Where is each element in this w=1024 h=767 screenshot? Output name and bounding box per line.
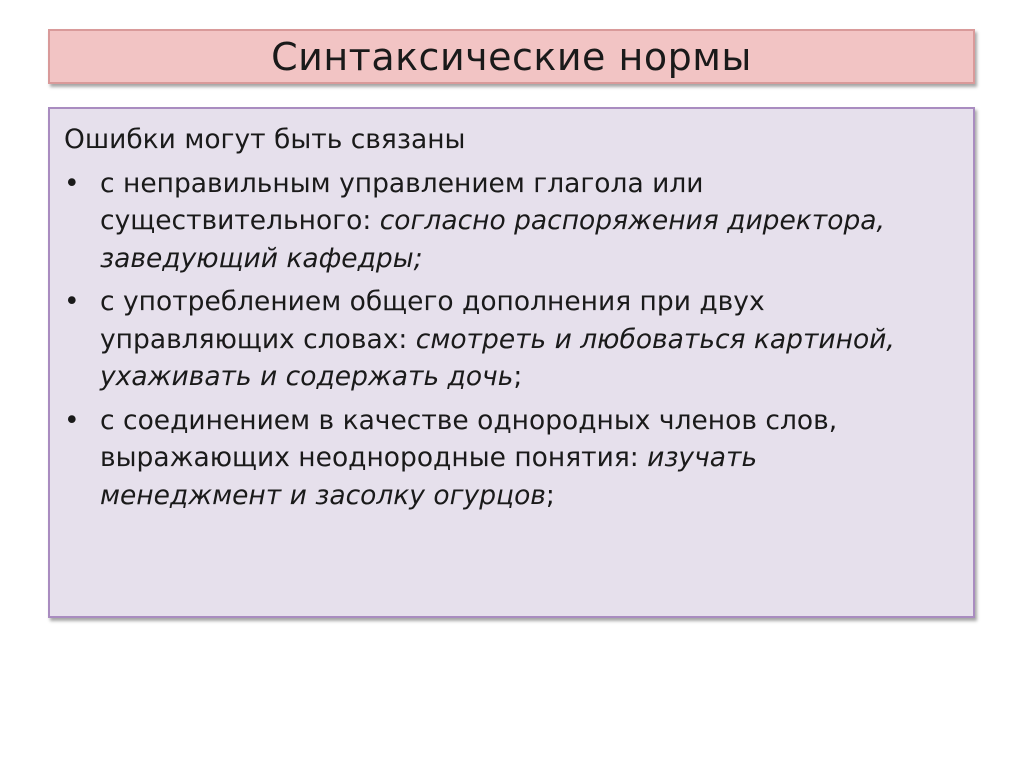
bullet-list	[64, 165, 943, 515]
bullet-icon: •	[64, 404, 80, 436]
bullet-example: согласно распоряжения директора, заведующий кафедры;	[100, 205, 885, 274]
bullet-text: с соединением в качестве однородных членов слов, выражающих неоднородные понятия:	[100, 404, 838, 473]
bullet-example: изучать менеджмент и засолку огурцов	[100, 442, 758, 511]
bullet-example: смотреть и любоваться картиной, ухаживать и содержать дочь	[100, 323, 895, 392]
bullet-icon: •	[64, 167, 80, 199]
intro-text: Ошибки могут быть связаны	[64, 124, 466, 155]
bullet-item	[64, 165, 943, 278]
bullet-tail: ;	[513, 361, 523, 392]
bullet-text: с употреблением общего дополнения при двух управляющих словах:	[100, 286, 765, 355]
bullet-tail: ;	[545, 479, 555, 511]
bullet-text: с неправильным управлением глагола или существительного:	[100, 167, 704, 236]
bullet-item	[64, 283, 943, 396]
content-box	[48, 107, 975, 618]
bullet-item	[64, 402, 943, 515]
title-banner	[48, 29, 975, 84]
slide-title: Синтаксические нормы	[271, 34, 752, 79]
bullet-icon: •	[64, 286, 80, 317]
